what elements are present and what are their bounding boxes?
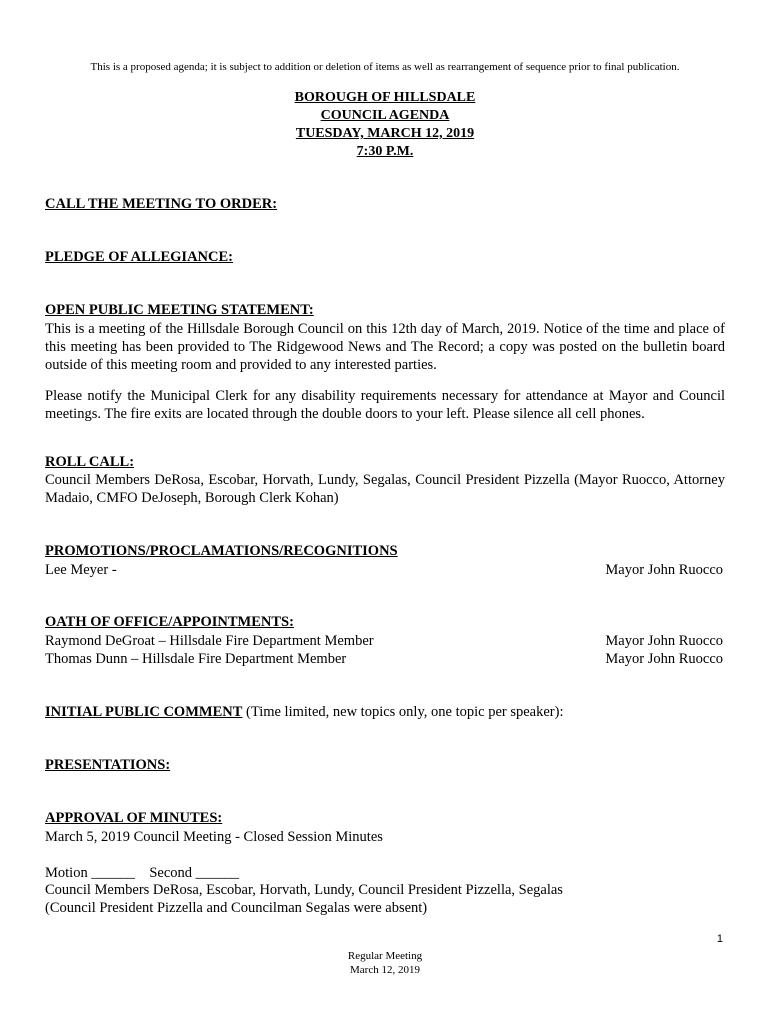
minutes-item: March 5, 2019 Council Meeting - Closed Session Minutes [45, 829, 383, 845]
minutes-members: Council Members DeRosa, Escobar, Horvath, Lundy, Council President Pizzella, Segalas [45, 882, 563, 898]
initial-public-comment-heading: INITIAL PUBLIC COMMENT [45, 704, 243, 720]
page-number: 1 [716, 933, 723, 945]
meeting-date: TUESDAY, MARCH 12, 2019 [295, 126, 475, 141]
meeting-time: 7:30 P.M. [356, 144, 414, 159]
open-public-meeting-notice: This is a meeting of the Hillsdale Borough Council on this 12th day of March, 2019. Notice of the time and place of this meeting has been provided to The Ridgewood News and The Record; a copy was posted on the bulletin board outside of this meeting room and provided to any interested parties. [45, 321, 725, 373]
initial-public-comment-note: (Time limited, new topics only, one topic per speaker): [242, 704, 564, 720]
presentations-heading: PRESENTATIONS: [45, 757, 171, 773]
minutes-absent-note: (Council President Pizzella and Councilman Segalas were absent) [45, 900, 428, 916]
promotion-presenter: Mayor John Ruocco [605, 562, 723, 578]
roll-call-text: Council Members DeRosa, Escobar, Horvath, Lundy, Segalas, Council President Pizzella (Mayor Ruocco, Attorney Madaio, CMFO DeJoseph, Borough Clerk Kohan) [45, 472, 725, 506]
roll-call-heading: ROLL CALL: [45, 454, 135, 470]
agenda-title: COUNCIL AGENDA [320, 108, 450, 123]
oath-item: Raymond DeGroat – Hillsdale Fire Department Member [45, 633, 374, 649]
disability-notice: Please notify the Municipal Clerk for any disability requirements necessary for attendance at Mayor and Council meetings. The fire exits are located through the double doors to your left. Please silence all cell phones. [45, 388, 725, 422]
call-to-order-heading: CALL THE MEETING TO ORDER: [45, 196, 278, 212]
promotions-heading: PROMOTIONS/PROCLAMATIONS/RECOGNITIONS [45, 543, 398, 559]
motion-line: Motion ______ Second ______ [45, 865, 240, 881]
minutes-heading: APPROVAL OF MINUTES: [45, 810, 223, 826]
oath-presenter: Mayor John Ruocco [605, 651, 723, 667]
footer-meeting: Regular Meeting [347, 950, 423, 962]
initial-public-comment [45, 703, 563, 721]
promotion-item: Lee Meyer - [45, 562, 117, 578]
agenda-disclaimer: This is a proposed agenda; it is subject to addition or deletion of items as well as rearrangement of sequence prior to final publication. [90, 61, 680, 73]
pledge-heading: PLEDGE OF ALLEGIANCE: [45, 249, 233, 265]
footer-date: March 12, 2019 [350, 964, 420, 976]
oath-heading: OATH OF OFFICE/APPOINTMENTS: [45, 614, 294, 630]
open-public-meeting-heading: OPEN PUBLIC MEETING STATEMENT: [45, 302, 314, 318]
oath-presenter: Mayor John Ruocco [605, 633, 723, 649]
borough-title: BOROUGH OF HILLSDALE [294, 90, 476, 105]
oath-item: Thomas Dunn – Hillsdale Fire Department Member [45, 651, 347, 667]
